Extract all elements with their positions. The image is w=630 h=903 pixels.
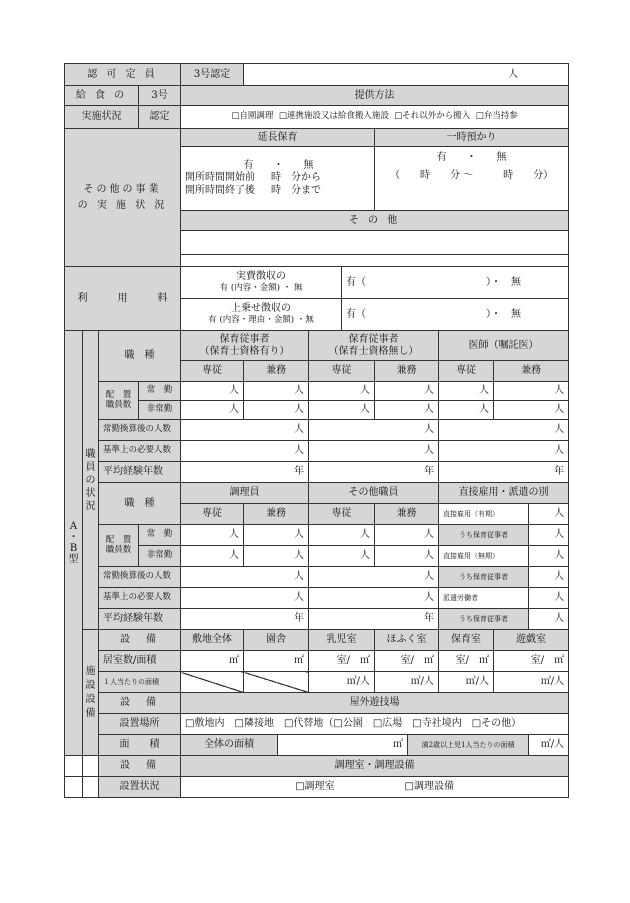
hitsuyo-1: 基準上の必要人数 — [99, 441, 181, 462]
kyushoku-method-header: 提供方法 — [181, 86, 569, 106]
cell-s4[interactable]: 人 — [375, 546, 439, 567]
cell-s2[interactable]: 人 — [244, 546, 309, 567]
senju-3: 専従 — [439, 361, 494, 382]
group1-ishi: 医師（嘱託医） — [439, 331, 569, 361]
sonota-body-2[interactable] — [181, 255, 569, 267]
cell-y1[interactable]: 年 — [181, 462, 309, 483]
cell-r4[interactable]: 人 — [375, 525, 439, 546]
group2-sonota: その他職員 — [309, 483, 439, 504]
uwanose-label: 上乗せ徴収の 有 (内容・理由・金額) ・無 — [181, 299, 342, 331]
jokin-2: 常 勤 — [139, 525, 181, 546]
cell-p4[interactable]: 人 — [375, 382, 439, 401]
cell-m2[interactable]: ㎡ — [244, 651, 309, 672]
blank-3 — [65, 777, 83, 798]
kenmu-5: 兼務 — [375, 504, 439, 525]
col-hoiku: 保育室 — [439, 630, 494, 651]
group2-koyo: 直接雇用・派遣の別 — [439, 483, 569, 504]
hijokin-2: 非常勤 — [139, 546, 181, 567]
chori-options[interactable]: □調理室 □調理設備 — [181, 777, 569, 798]
option-bento[interactable]: □ 弁当持参 — [476, 111, 518, 121]
cell-q5[interactable]: 人 — [439, 401, 494, 420]
cell-s1[interactable]: 人 — [181, 546, 244, 567]
cell-p6[interactable]: 人 — [494, 382, 569, 401]
other-label: その他の事業 の 実 施 状 況 — [65, 129, 181, 267]
cell-n4[interactable]: ㎡/人 — [375, 672, 439, 693]
keiken-2: 平均経験年数 — [99, 609, 181, 630]
cell-man2[interactable]: ㎡/人 — [529, 735, 569, 756]
blank-2 — [83, 756, 99, 777]
shisetsu-label: 施 設 設 備 — [83, 630, 99, 756]
cell-s3[interactable]: 人 — [309, 546, 375, 567]
cell-n6[interactable]: ㎡/人 — [494, 672, 569, 693]
setsubi-2: 設 備 — [99, 693, 181, 714]
cell-m6[interactable]: 室/ ㎡ — [494, 651, 569, 672]
cell-ky3[interactable]: 人 — [529, 546, 569, 567]
cell-ky1[interactable]: 人 — [529, 504, 569, 525]
jippi-value[interactable]: 有（ ）・ 無 — [342, 267, 569, 299]
koyo-yuki: 直接雇用（有期） — [439, 504, 529, 525]
basho-label: 設置場所 — [99, 714, 181, 735]
man2-label: 満2歳以上児1人当たりの面積 — [408, 735, 529, 756]
koyo-muki: 直接雇用（無期） — [439, 546, 529, 567]
koyo-uchi-2: うち保育従事者 — [439, 567, 529, 588]
cell-n3[interactable]: ㎡/人 — [309, 672, 375, 693]
kyoshitsu-label: 居室数/面積 — [99, 651, 181, 672]
col-ensha: 園舎 — [244, 630, 309, 651]
kyushoku-options — [181, 106, 569, 129]
kyushoku-nin-2: 認定 — [139, 106, 181, 129]
cell-k3[interactable]: 人 — [439, 420, 569, 441]
cell-m3[interactable]: 室/ ㎡ — [309, 651, 375, 672]
cell-ky2[interactable]: 人 — [529, 525, 569, 546]
cell-q6[interactable]: 人 — [494, 401, 569, 420]
cell-y4[interactable]: 年 — [181, 609, 309, 630]
cell-y3[interactable]: 年 — [439, 462, 569, 483]
cell-p5[interactable]: 人 — [439, 382, 494, 401]
uwanose-value[interactable]: 有（ ）・ 無 — [342, 299, 569, 331]
cell-m1[interactable]: ㎡ — [181, 651, 244, 672]
form-table — [64, 63, 569, 798]
cell-y2[interactable]: 年 — [309, 462, 439, 483]
haichi-label-2: 配 置 職員数 — [99, 525, 139, 567]
basho-options[interactable]: □敷地内 □隣接地 □代替地（□公園 □広場 □寺社境内 □その他） — [181, 714, 569, 735]
cell-m4[interactable]: 室/ ㎡ — [375, 651, 439, 672]
jokyo-label: 設置状況 — [99, 777, 181, 798]
cell-k2[interactable]: 人 — [309, 420, 439, 441]
ninka-value[interactable] — [244, 64, 569, 86]
cell-n5[interactable]: ㎡/人 — [439, 672, 494, 693]
diag-1 — [181, 672, 244, 693]
ninka-type: 3号認定 — [181, 64, 244, 86]
encho-body[interactable]: 有 ・ 無 開所時間開始前 時 分から 開所時間終了後 時 分まで — [181, 147, 375, 211]
option-renkei[interactable]: □ 連携施設又は給食搬入施設 — [279, 111, 389, 121]
cell-q3[interactable]: 人 — [309, 401, 375, 420]
cell-p3[interactable]: 人 — [309, 382, 375, 401]
blank-4 — [83, 777, 99, 798]
cell-h3[interactable]: 人 — [439, 441, 569, 462]
zentai-label: 全体の面積 — [181, 735, 278, 756]
koyo-haken: 派遣労働者 — [439, 588, 529, 609]
hitori-label: １人当たりの面積 — [99, 672, 181, 693]
riyo-label: 利 用 料 — [65, 267, 181, 331]
kyushoku-label-1: 給 食 の — [65, 86, 139, 106]
cell-p1[interactable]: 人 — [181, 382, 244, 401]
cell-k5[interactable]: 人 — [309, 567, 439, 588]
ab-label: A ・ B 型 — [65, 331, 83, 756]
cell-p2[interactable]: 人 — [244, 382, 309, 401]
jokin-1: 常 勤 — [139, 382, 181, 401]
cell-q2[interactable]: 人 — [244, 401, 309, 420]
cell-h2[interactable]: 人 — [309, 441, 439, 462]
ninka-label: 認 可 定 員 — [65, 64, 181, 86]
option-jien[interactable]: □ 自園調理 — [231, 111, 273, 121]
group1-hoiku-ari: 保育従事者 （保育士資格有り） — [181, 331, 309, 361]
cell-zentai[interactable]: ㎡ — [278, 735, 408, 756]
setsubi-3: 設 備 — [99, 756, 181, 777]
facility-form — [64, 63, 568, 833]
col-nyuji: 乳児室 — [309, 630, 375, 651]
option-sorei[interactable]: □ それ以外から搬入 — [394, 111, 470, 121]
okugai-header: 屋外遊技場 — [181, 693, 569, 714]
senju-2: 専従 — [309, 361, 375, 382]
cell-h1[interactable]: 人 — [181, 441, 309, 462]
kanzan-1: 常勤換算後の人数 — [99, 420, 181, 441]
setsubi-1: 設 備 — [99, 630, 181, 651]
haichi-label-1: 配 置 職員数 — [99, 382, 139, 420]
cell-ky5[interactable]: 人 — [529, 588, 569, 609]
shokushu-2: 職 種 — [99, 483, 181, 525]
cell-y5[interactable]: 年 — [309, 609, 439, 630]
keiken-1: 平均経験年数 — [99, 462, 181, 483]
kyushoku-label-2: 実施状況 — [65, 106, 139, 129]
ninka-unit: 人 — [508, 68, 519, 80]
cell-h5[interactable]: 人 — [309, 588, 439, 609]
ichiji-header: 一時預かり — [375, 129, 569, 147]
group2-chori: 調理員 — [181, 483, 309, 504]
hijokin-1: 非常勤 — [139, 401, 181, 420]
ichiji-body[interactable]: 有 ・ 無 （ 時 分 ～ 時 分） — [375, 147, 569, 211]
kyushoku-nin-1: 3号 — [139, 86, 181, 106]
koyo-uchi-1: うち保育従事者 — [439, 525, 529, 546]
cell-k4[interactable]: 人 — [181, 567, 309, 588]
col-shikichi: 敷地全体 — [181, 630, 244, 651]
cell-r2[interactable]: 人 — [244, 525, 309, 546]
col-hofuku: ほふく室 — [375, 630, 439, 651]
staff-label: 職 員 の 状 況 — [83, 331, 99, 630]
kanzan-2: 常勤換算後の人数 — [99, 567, 181, 588]
cell-h4[interactable]: 人 — [181, 588, 309, 609]
col-yugi: 遊戯室 — [494, 630, 569, 651]
encho-header: 延長保育 — [181, 129, 375, 147]
senju-1: 専従 — [181, 361, 244, 382]
sonota-body[interactable] — [181, 231, 569, 255]
chori-header: 調理室・調理設備 — [181, 756, 569, 777]
cell-m5[interactable]: 室/ ㎡ — [439, 651, 494, 672]
kenmu-3: 兼務 — [494, 361, 569, 382]
jippi-label: 実費徴収の 有 (内容・金額) ・ 無 — [181, 267, 342, 299]
kenmu-1: 兼務 — [244, 361, 309, 382]
cell-r1[interactable]: 人 — [181, 525, 244, 546]
senju-5: 専従 — [309, 504, 375, 525]
cell-ky4[interactable]: 人 — [529, 567, 569, 588]
cell-k1[interactable]: 人 — [181, 420, 309, 441]
cell-q1[interactable]: 人 — [181, 401, 244, 420]
kenmu-4: 兼務 — [244, 504, 309, 525]
kenmu-2: 兼務 — [375, 361, 439, 382]
cell-r3[interactable]: 人 — [309, 525, 375, 546]
group1-hoiku-nashi: 保育従事者 （保育士資格無し） — [309, 331, 439, 361]
cell-ky6[interactable]: 人 — [529, 609, 569, 630]
cell-q4[interactable]: 人 — [375, 401, 439, 420]
koyo-uchi-3: うち保育従事者 — [439, 609, 529, 630]
sonota-header: そ の 他 — [181, 211, 569, 231]
senju-4: 専従 — [181, 504, 244, 525]
blank-1 — [65, 756, 83, 777]
diag-2 — [244, 672, 309, 693]
hitsuyo-2: 基準上の必要人数 — [99, 588, 181, 609]
menseki-label: 面 積 — [99, 735, 181, 756]
shokushu-1: 職 種 — [99, 331, 181, 382]
